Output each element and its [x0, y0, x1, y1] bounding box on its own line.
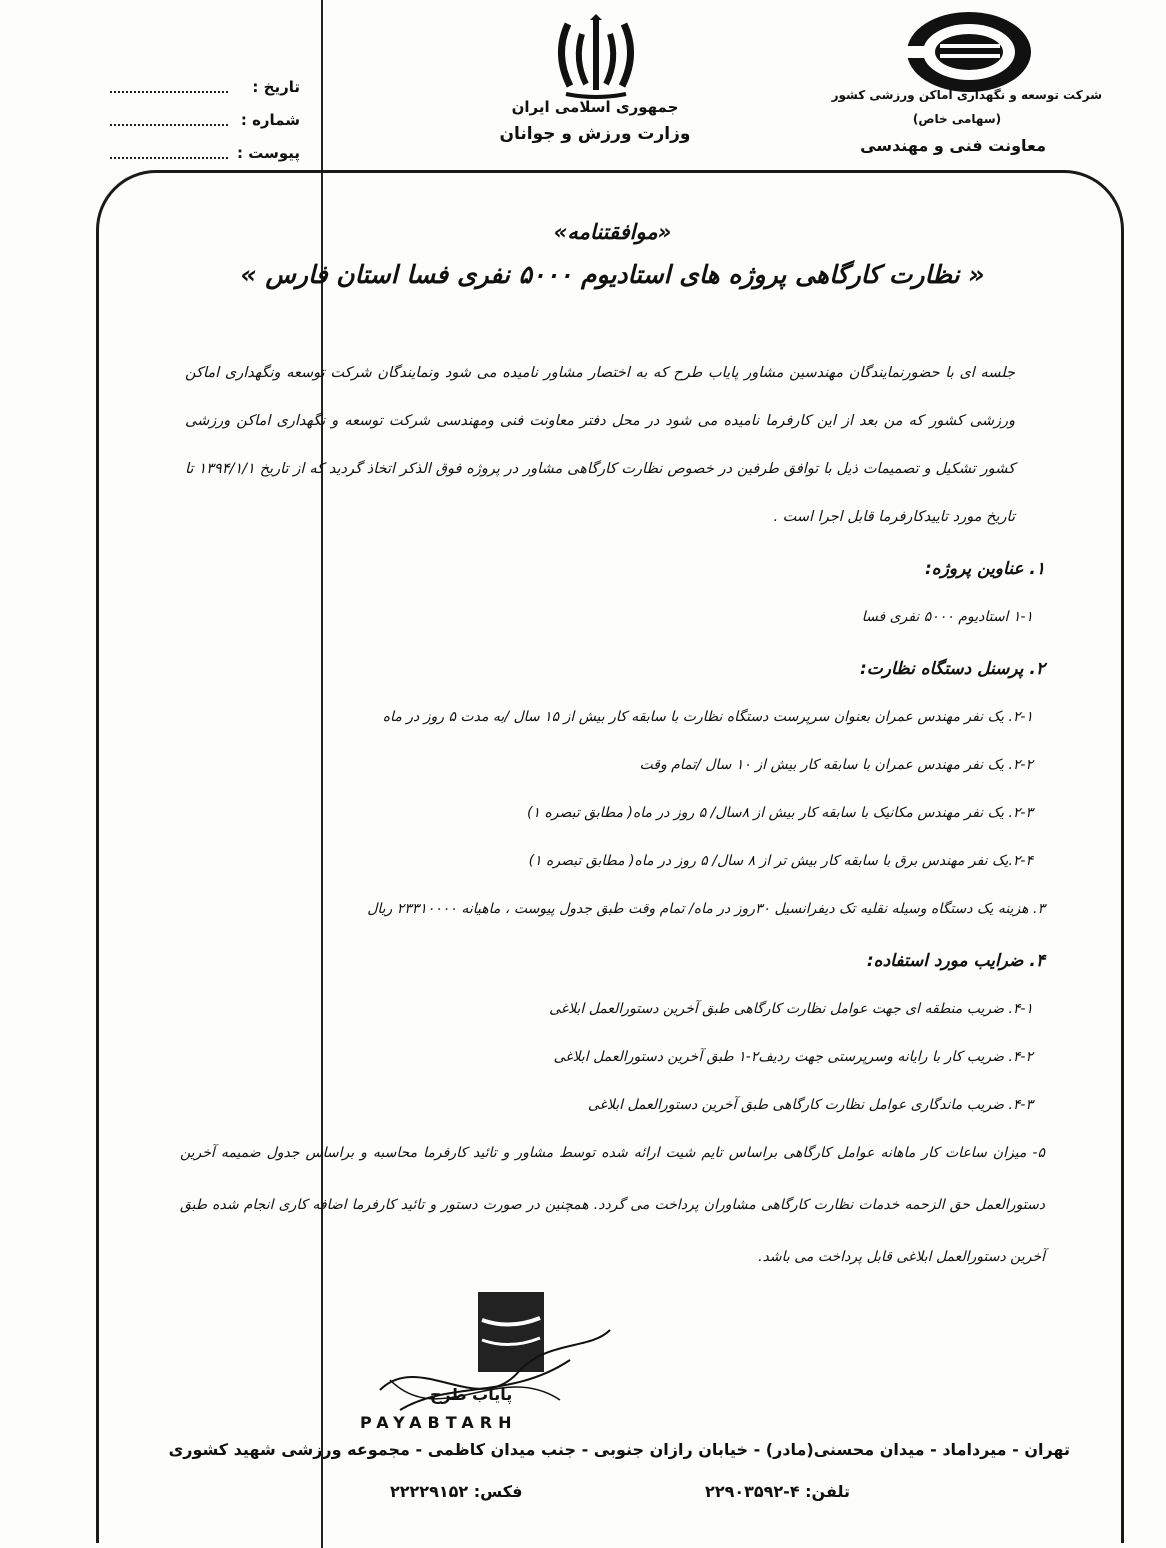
- footer-fax: فکس: ۲۲۲۲۹۱۵۲: [390, 1482, 523, 1501]
- section-heading: ۴. ضرایب مورد استفاده:: [866, 951, 1045, 971]
- company-type: (سهامی خاص): [912, 112, 1002, 126]
- attachment-dots: [110, 147, 228, 159]
- stamp-text: پایاب طرح: [430, 1385, 513, 1404]
- list-item: ۲-۳. یک نفر مهندس مکانیک با سابقه کار بیش از ۸سال/ ۵ روز در ماه( مطابق تبصره ۱): [527, 805, 1033, 821]
- number-label: شماره :: [240, 110, 300, 129]
- department-name: معاونت فنی و مهندسی: [860, 136, 1046, 155]
- company-logo-icon: [900, 8, 1038, 96]
- date-label: تاریخ :: [252, 77, 300, 96]
- stamp-latin-text: PAYABTARH: [360, 1413, 518, 1432]
- intro-paragraph: جلسه ای با حضورنمایندگان مهندسین مشاور پایاب طرح که به اختصار مشاور نامیده می شود ونمایندگان شرکت توسعه ونگهداری اماکن ورزشی کشور که من بعد از این کارفرما نامیده می شود در محل دفتر معاونت فنی ومهندسی شرکت توسعه و نگهداری اماکن ورزشی کشور تشکیل و تصمیمات ذیل با توافق طرفین در خصوص نظارت کارگاهی مشاور در پروژه فوق الذکر اتخاذ گردید که از تاریخ ۱۳۹۴/۱/۱ تا تاریخ مورد تاییدکارفرما قابل اجرا است .: [185, 365, 1015, 525]
- list-item: ۳. هزینه یک دستگاه وسیله نقلیه تک دیفرانسیل ۳۰روز در ماه/ تمام وقت طبق جدول پیوست ، ماهیانه ۲۳۳۱۰۰۰۰ ریال: [367, 901, 1045, 917]
- meta-fields: [110, 70, 300, 169]
- section-heading: ۱. عناوین پروژه:: [924, 559, 1045, 579]
- number-dots: [110, 114, 228, 126]
- footer-contacts: [390, 1482, 850, 1501]
- number-field: [110, 103, 300, 136]
- section-heading: ۲. پرسنل دستگاه نظارت:: [859, 659, 1045, 679]
- ministry-name: وزارت ورزش و جوانان: [499, 124, 691, 144]
- document-title: «موافقتنامه»: [553, 220, 672, 244]
- list-item: ۴-۳. ضریب ماندگاری عوامل نظارت کارگاهی طبق آخرین دستورالعمل ابلاغی: [587, 1097, 1033, 1113]
- footer-address: تهران - میرداماد - میدان محسنی(مادر) - خیابان رازان جنوبی - جنب میدان کاظمی - مجموعه ورزشی شهید کشوری: [168, 1440, 1070, 1459]
- attachment-label: پیوست :: [236, 143, 300, 162]
- company-stamp: [360, 1290, 620, 1460]
- document-subtitle: « نظارت کارگاهی پروژه های استادیوم ۵۰۰۰ نفری فسا استان فارس »: [240, 260, 985, 289]
- footer-phone: تلفن: ۴-۲۲۹۰۳۵۹۲: [705, 1482, 850, 1501]
- iran-emblem-icon: [546, 14, 646, 100]
- list-item: ۲-۱. یک نفر مهندس عمران بعنوان سرپرست دستگاه نظارت با سابقه کار بیش از ۱۵ سال /به مدت ۵ روز در ماه: [382, 709, 1033, 725]
- list-item: ۲-۲. یک نفر مهندس عمران با سابقه کار بیش از ۱۰ سال /تمام وقت: [639, 757, 1033, 773]
- date-field: [110, 70, 300, 103]
- company-header: [812, 88, 1102, 155]
- company-name: شرکت توسعه و نگهداری اماکن ورزشی کشور: [831, 88, 1102, 102]
- paragraph-5: ۵- میزان ساعات کار ماهانه عوامل کارگاهی براساس تایم شیت ارائه شده توسط مشاور و تائید کارفرما محاسبه و براساس جدول ضمیمه آخرین دستورالعمل حق الزحمه خدمات نظارت کارگاهی مشاوران پرداخت می گردد. همچنین در صورت دستور و تائید کارفرما اضافه کاری انجام شده طبق آخرین دستورالعمل ابلاغی قابل پرداخت می باشد.: [180, 1145, 1045, 1265]
- date-dots: [110, 81, 228, 93]
- list-item: ۴-۱. ضریب منطقه ای جهت عوامل نظارت کارگاهی طبق آخرین دستورالعمل ابلاغی: [549, 1001, 1033, 1017]
- list-item: ۲-۴.یک نفر مهندس برق با سابقه کار بیش تر از ۸ سال/ ۵ روز در ماه( مطابق تبصره ۱): [528, 853, 1033, 869]
- list-item: ۴-۲. ضریب کار با رایانه وسرپرستی جهت ردیف۲-۱ طبق آخرین دستورالعمل ابلاغی: [553, 1049, 1033, 1065]
- list-item: ۱-۱ استادیوم ۵۰۰۰ نفری فسا: [861, 609, 1033, 625]
- government-header: [470, 98, 720, 144]
- attachment-field: [110, 136, 300, 169]
- document-body: [180, 200, 1045, 1283]
- government-name: جمهوری اسلامی ایران: [511, 98, 679, 116]
